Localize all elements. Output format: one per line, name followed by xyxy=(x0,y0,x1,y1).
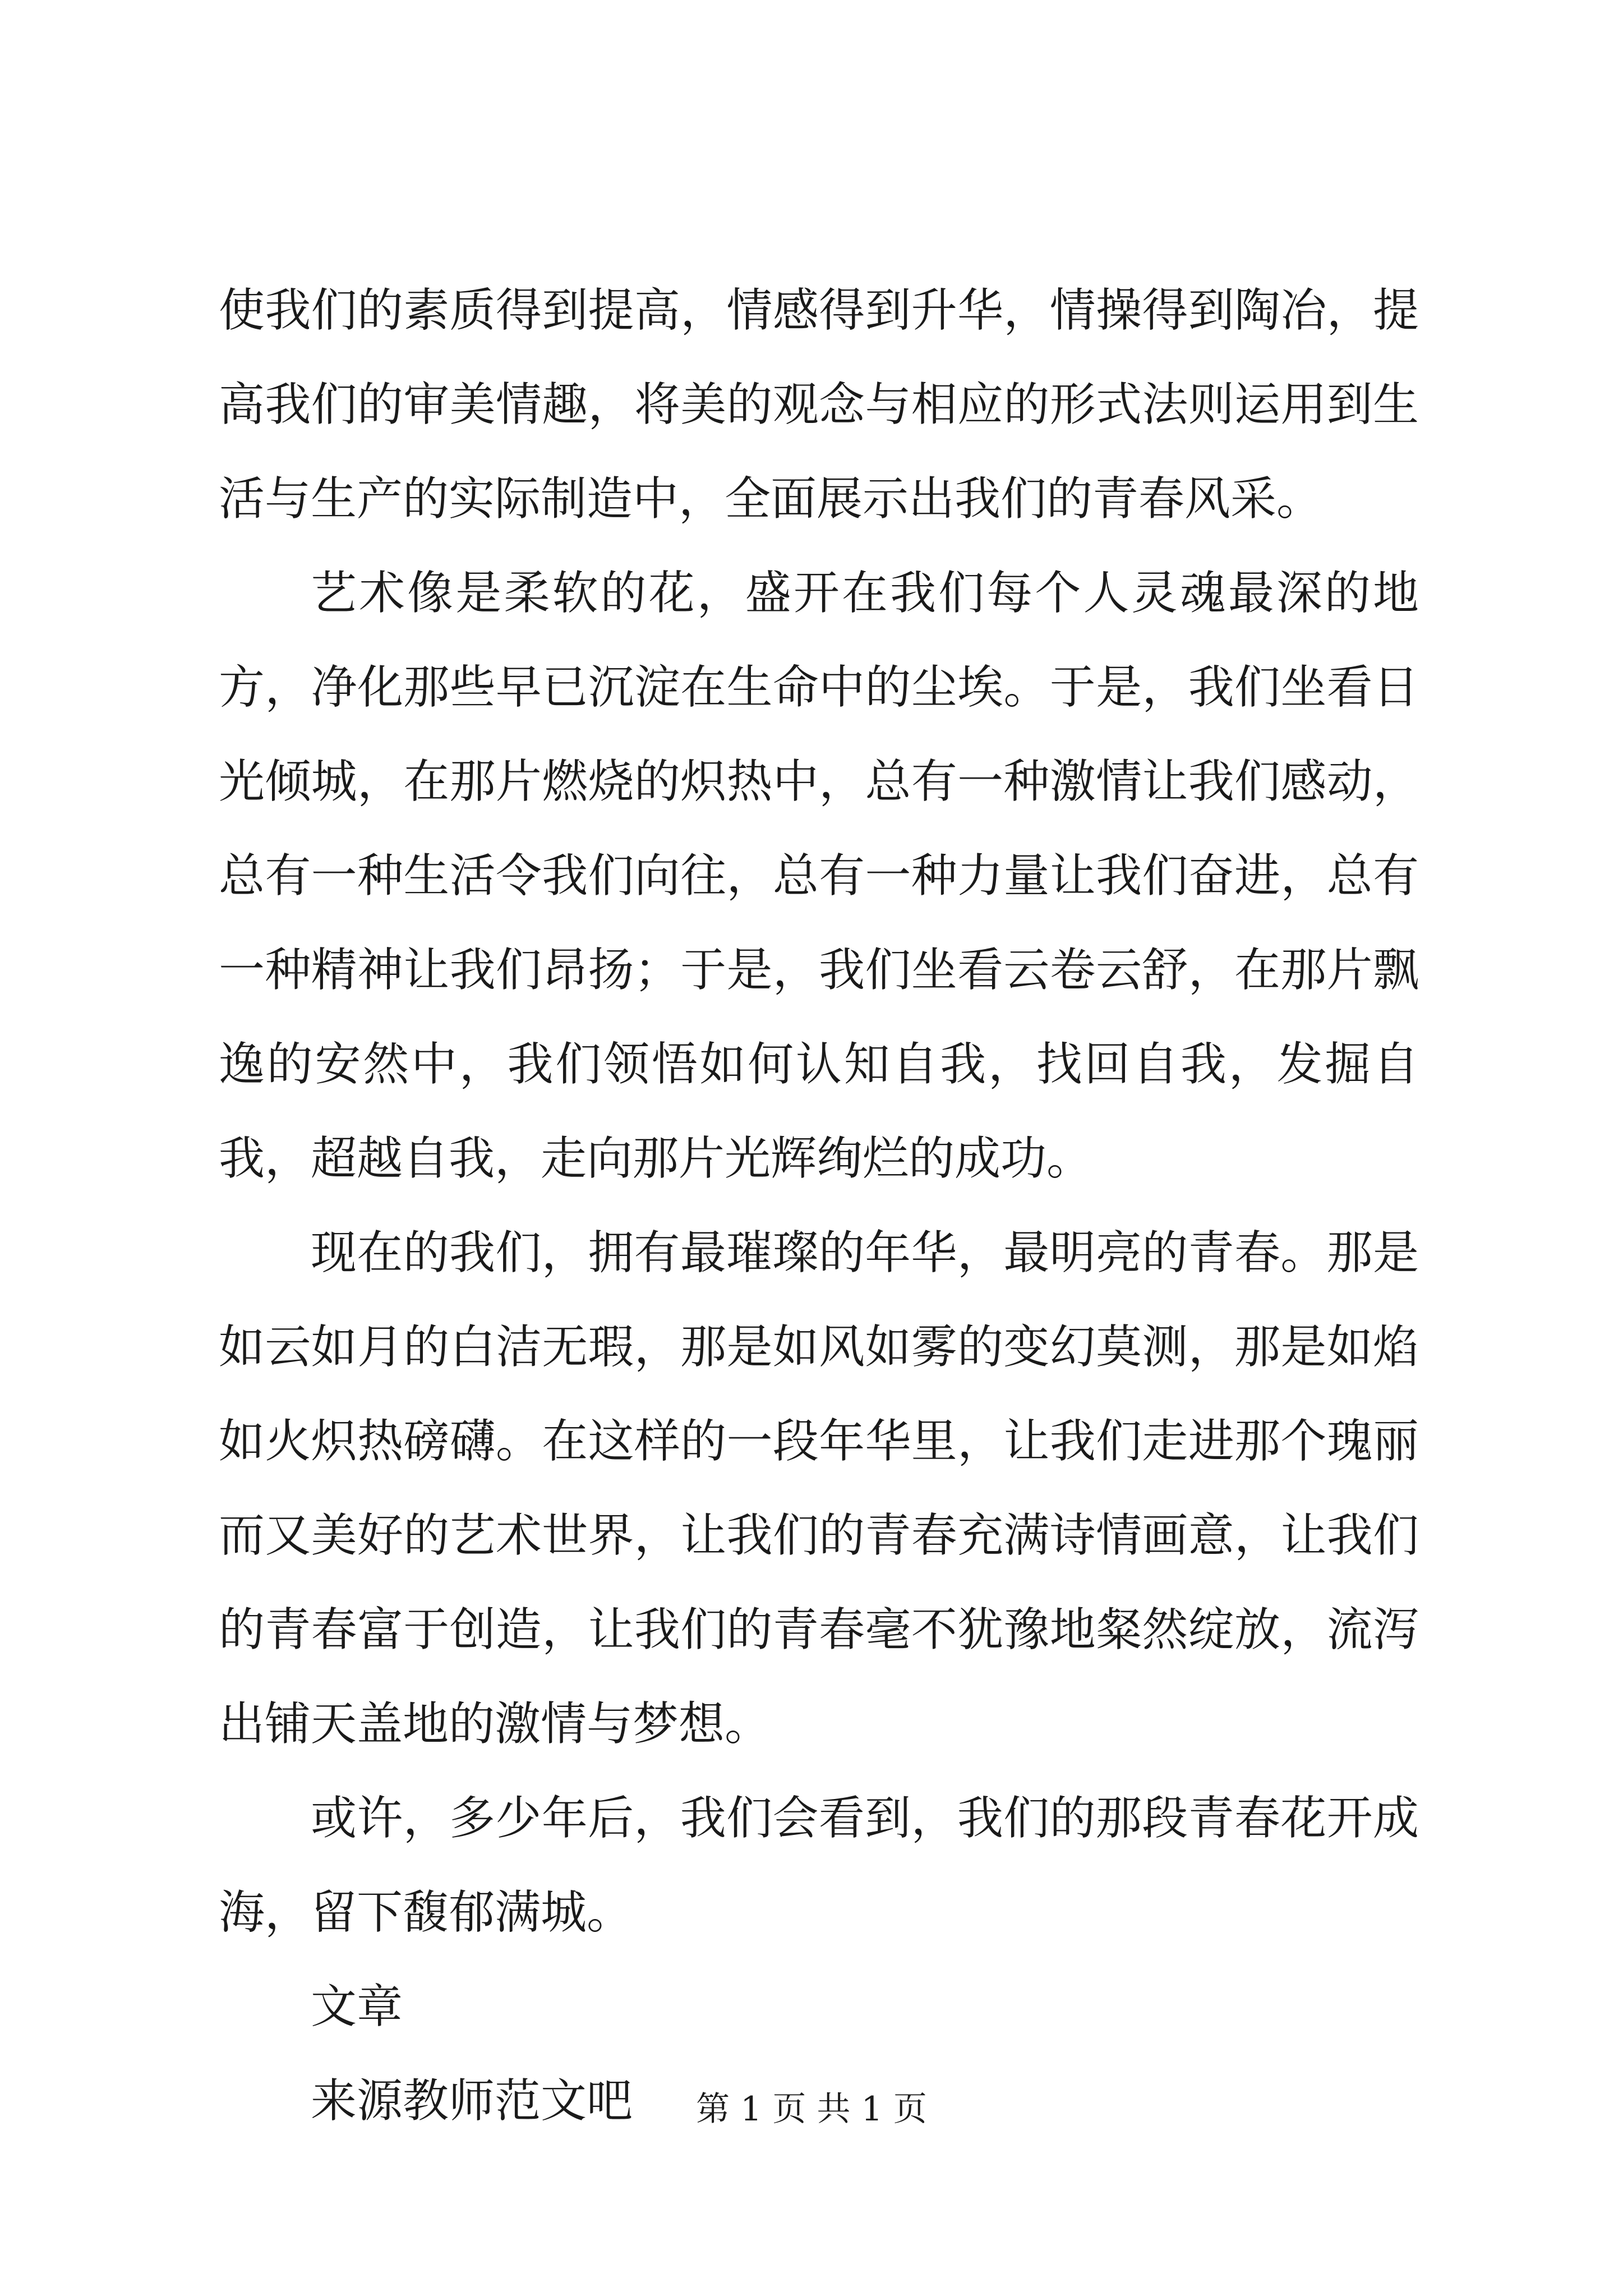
page-number-footer: 第 1 页 共 1 页 xyxy=(696,2090,927,2129)
paragraph-future: 或许，多少年后，我们会看到，我们的那段青春花开成海，留下馥郁满城。 xyxy=(219,1792,1419,1939)
source-label: 来源教师范文吧 xyxy=(311,2074,633,2128)
document-body xyxy=(219,264,1419,2148)
article-label: 文章 xyxy=(311,1980,403,2033)
paragraph-art: 艺术像是柔软的花，盛开在我们每个人灵魂最深的地方，净化那些早已沉淀在生命中的尘埃。于是，我们坐看日光倾城，在那片燃烧的炽热中，总有一种激情让我们感动，总有一种生活令我们向往，总有一种力量让我们奋进，总有一种精神让我们昂扬；于是，我们坐看云卷云舒，在那片飘逸的安然中，我们领悟如何认知自我，找回自我，发掘自我，超越自我，走向那片光辉绚烂的成功。 xyxy=(219,567,1419,1185)
paragraph-youth: 现在的我们，拥有最璀璨的年华，最明亮的青春。那是如云如月的白洁无瑕，那是如风如雾的变幻莫测，那是如焰如火炽热磅礴。在这样的一段年华里，让我们走进那个瑰丽而又美好的艺术世界，让我们的青春充满诗情画意，让我们的青春富于创造，让我们的青春毫不犹豫地粲然绽放，流泻出铺天盖地的激情与梦想。 xyxy=(219,1226,1419,1751)
paragraph-continuation: 使我们的素质得到提高，情感得到升华，情操得到陶冶，提高我们的审美情趣，将美的观念与相应的形式法则运用到生活与生产的实际制造中，全面展示出我们的青春风采。 xyxy=(219,284,1419,526)
